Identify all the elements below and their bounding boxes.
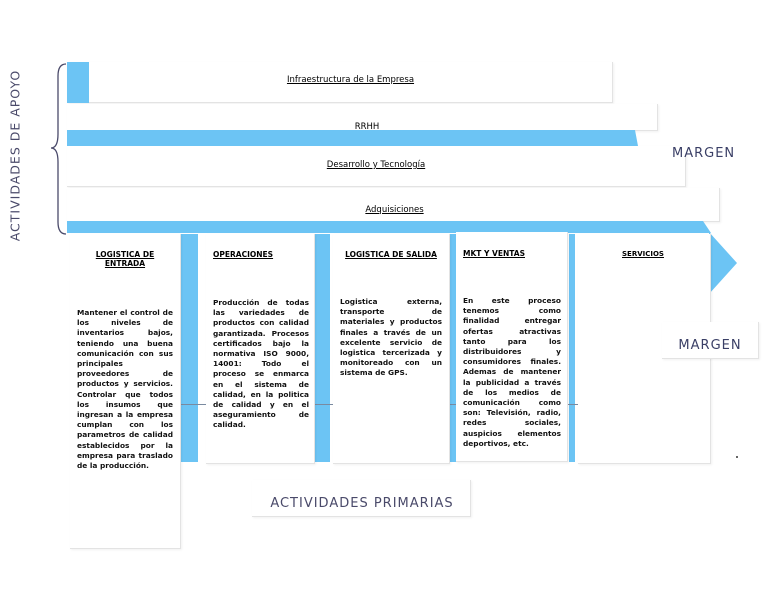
mkt-ventas-text: En este proceso tenemos como finalidad entregar ofertas atractivas tanto para los distribuidores y consumidores finales. Ademas de mantener la publicidad a través de los medios de comunicación como son: Televisión, radio, redes sociales, auspicios elementos deportivos, etc. [463,296,561,448]
primary-activities-label: ACTIVIDADES PRIMARIAS [270,496,454,511]
support-activities-label: ACTIVIDADES DE APOYO [7,69,23,242]
dot-mark [736,456,738,458]
mkt-ventas-title: MKT Y VENTAS [463,249,525,258]
infraestructura-accent [67,62,89,103]
servicios-title: SERVICIOS [622,250,664,258]
primary-strip-4 [569,234,575,462]
rrhh-label: RRHH [354,122,380,130]
operaciones-title: OPERACIONES [213,250,274,259]
support-brace [48,62,68,236]
rrhh-accent [67,130,638,146]
operaciones-text: Producción de todas las variedades de productos con calidad garantizada. Procesos certificados bajo la normativa ISO 9000, 14001: Todo el proceso se enmarca en el sistema de calidad, en la politica de calidad y en el aseguramiento de calidad. [213,298,309,430]
desarrollo-label: Desarrollo y Tecnología [326,160,426,170]
margin-label-right: MARGEN [678,338,742,353]
logistica-salida-text: Logistica externa, transporte de materiales y productos finales a través de un excelente servicio de logistica tercerizada y monitoreado con un sistema de GPS. [340,297,442,378]
logistica-entrada-text: Mantener el control de los niveles de inventarios bajos, teniendo una buena comunicación con sus principales proveedores de productos y servicios. Controlar que todos los insumos que ingresan a la empresa cumplan con los parametros de calidad establecidos por la empresa para traslado de la producción. [77,308,173,471]
logistica-salida-title: LOGISTICA DE SALIDA [345,250,437,259]
adquisiciones-label: Adquisiciones [365,205,424,215]
margin-label-top: MARGEN [672,146,736,157]
primary-arrow-tip [709,232,739,294]
primary-strip-2 [314,234,330,462]
logistica-entrada-title: LOGISTICA DE ENTRADA [95,250,155,268]
adquisiciones-accent [67,221,711,233]
primary-strip-1 [180,234,198,462]
infraestructura-label: Infraestructura de la Empresa [286,75,415,85]
